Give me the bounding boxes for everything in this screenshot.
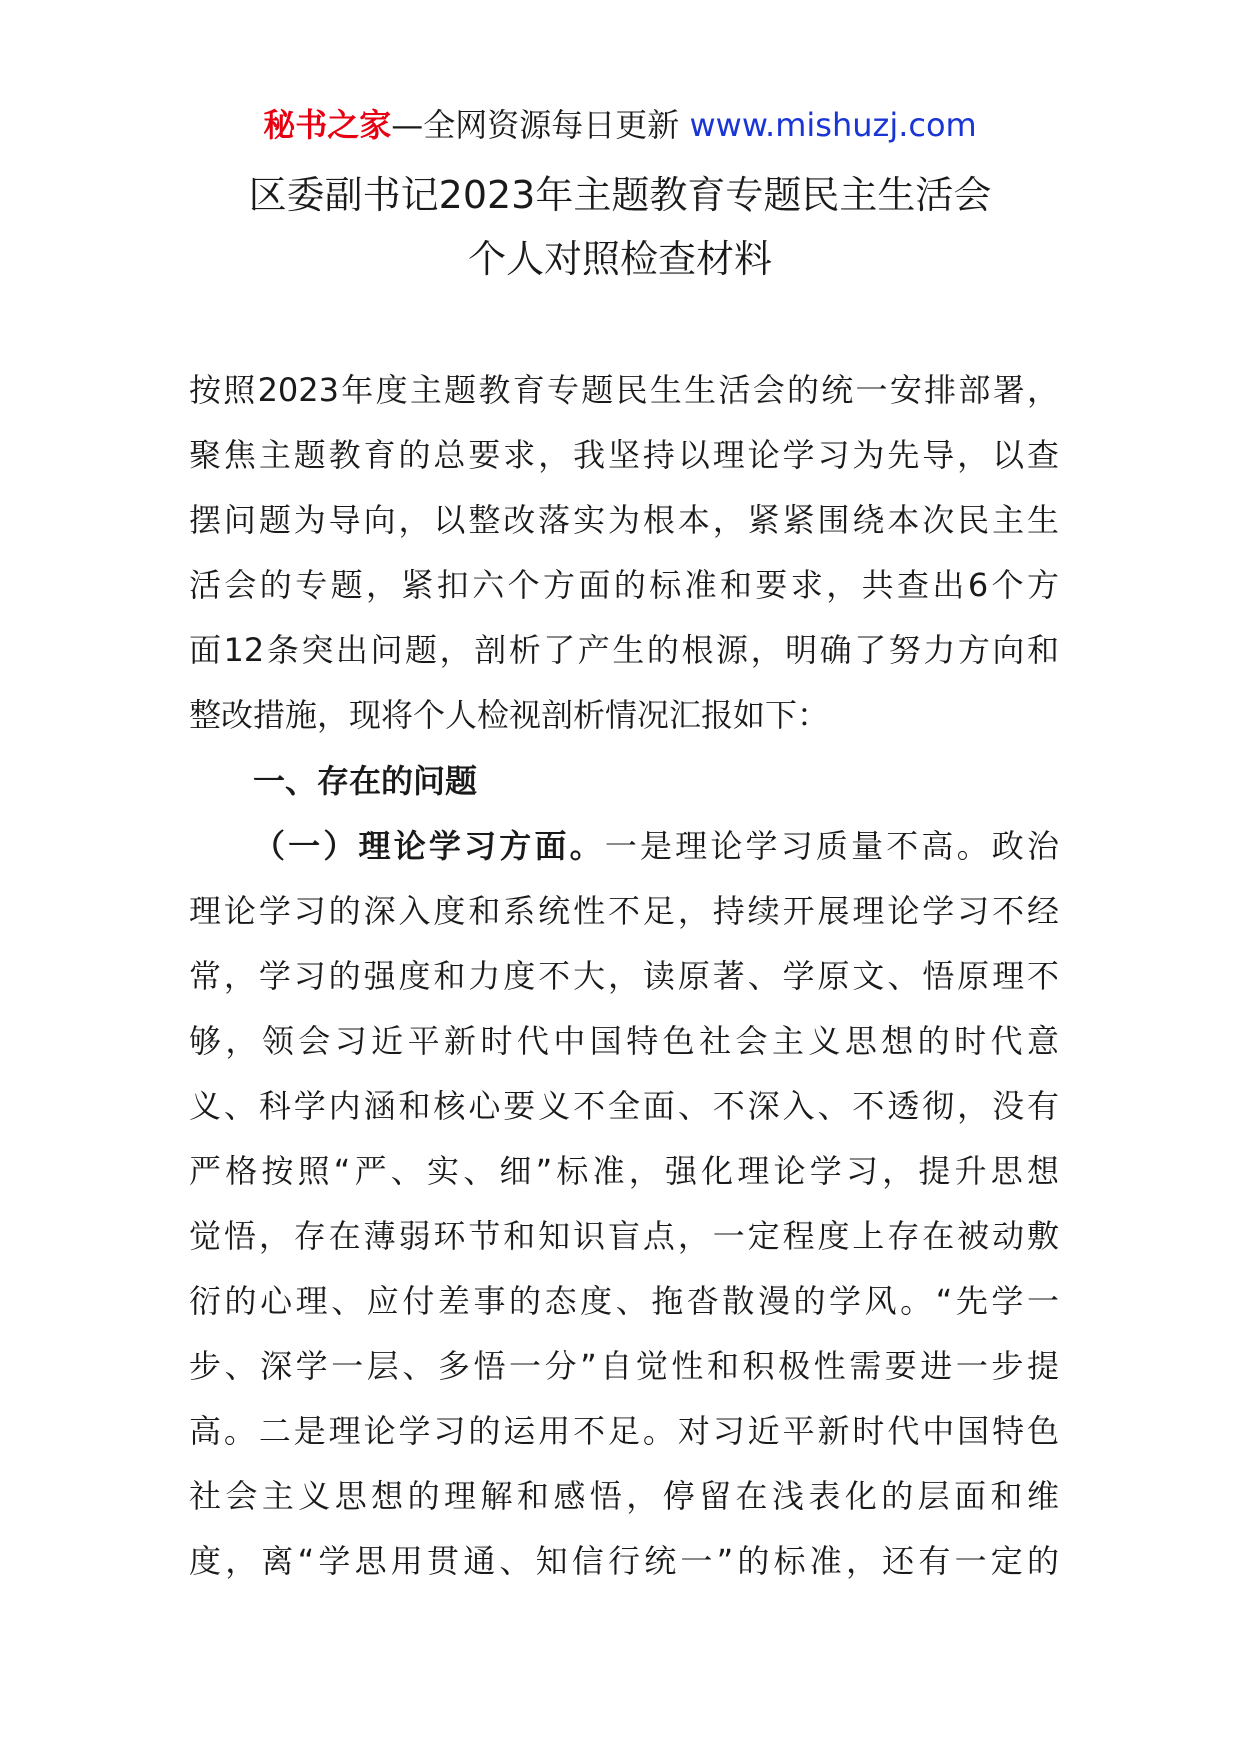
paragraph-line: 度，离“学思用贯通、知信行统一”的标准，还有一定的 [189, 1542, 1059, 1580]
paragraph-first-line [189, 814, 1059, 879]
paragraph-line: 义、科学内涵和核心要义不全面、不深入、不透彻，没有 [189, 1087, 1059, 1125]
paragraph-line: 衍的心理、应付差事的态度、拖沓散漫的学风。“先学一 [189, 1282, 1059, 1320]
theory-study-paragraph [189, 814, 1059, 1594]
banner-tagline: —全网资源每日更新 [391, 106, 680, 144]
section-heading-problems: 一、存在的问题 [253, 762, 478, 800]
paragraph-line: 按照2023年度主题教育专题民生生活会的统一安排部署， [189, 371, 1059, 409]
paragraph-line: 严格按照“严、实、细”标准，强化理论学习，提升思想 [189, 1152, 1059, 1190]
document-title-line-1: 区委副书记2023年主题教育专题民主生活会 [248, 173, 992, 217]
paragraph-line: 觉悟，存在薄弱环节和知识盲点，一定程度上存在被动敷 [189, 1217, 1059, 1255]
brand-name: 秘书之家 [263, 106, 392, 144]
paragraph-line: 摆问题为导向，以整改落实为根本，紧紧围绕本次民主生 [189, 501, 1059, 539]
paragraph-line: 社会主义思想的理解和感悟，停留在浅表化的层面和维 [189, 1477, 1059, 1515]
intro-paragraph [189, 358, 1059, 748]
paragraph-line-text: 一是理论学习质量不高。政治 [604, 827, 1059, 865]
paragraph-line: 聚焦主题教育的总要求，我坚持以理论学习为先导，以查 [189, 436, 1059, 474]
site-banner [0, 103, 1240, 147]
paragraph-line: 面12条突出问题，剖析了产生的根源，明确了努力方向和 [189, 631, 1059, 669]
document-title-line-2: 个人对照检查材料 [467, 237, 772, 281]
paragraph-line: 理论学习的深入度和系统性不足，持续开展理论学习不经 [189, 892, 1059, 930]
paragraph-line: 整改措施，现将个人检视剖析情况汇报如下： [189, 696, 830, 734]
paragraph-line: 高。二是理论学习的运用不足。对习近平新时代中国特色 [189, 1412, 1059, 1450]
paragraph-line: 够，领会习近平新时代中国特色社会主义思想的时代意 [189, 1022, 1059, 1060]
subsection-heading: （一）理论学习方面。 [253, 827, 605, 865]
site-url-link[interactable]: www.mishuzj.com [689, 106, 977, 144]
paragraph-line: 活会的专题，紧扣六个方面的标准和要求，共查出6个方 [189, 566, 1059, 604]
paragraph-line: 步、深学一层、多悟一分”自觉性和积极性需要进一步提 [189, 1347, 1059, 1385]
paragraph-line: 常，学习的强度和力度不大，读原著、学原文、悟原理不 [189, 957, 1059, 995]
